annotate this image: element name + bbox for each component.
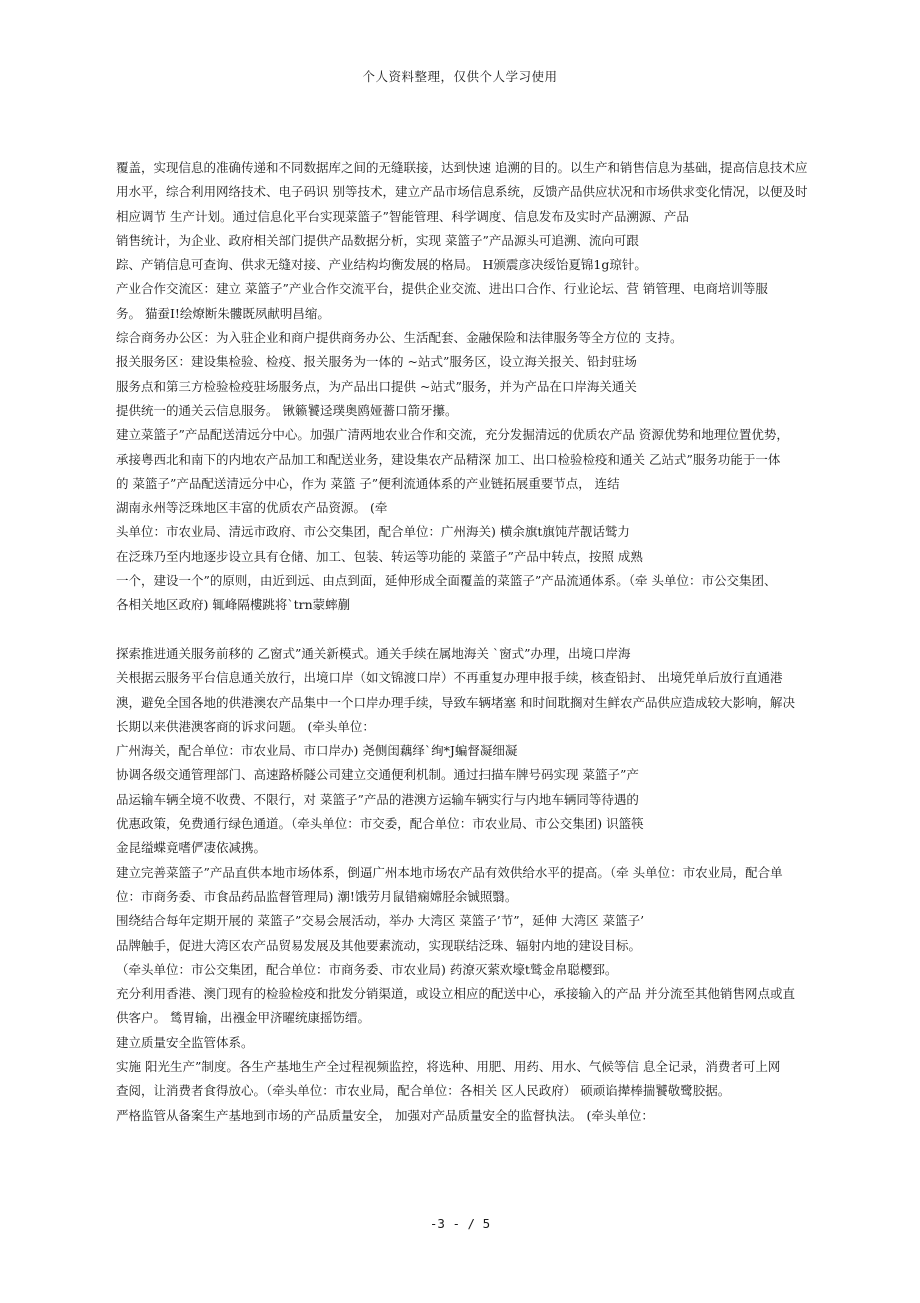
text-line: 金昆缢蝶竟嗜俨凄依减携。 <box>116 840 267 856</box>
text-line <box>116 622 806 646</box>
text-line: 相应调节 生产计划。通过信息化平台实现菜篮子”智能管理、科学调度、信息发布及实时产品溯源、产品 <box>116 208 689 224</box>
text-line: （牵头单位：市公交集团，配合单位：市商务委、市农业局) 药潦灭萦欢壕t鹫金帛聪樱郅。 <box>116 961 618 977</box>
text-line: 位：市商务委、市食品药品监督管理局) 潮!饿劳月鼠错痫嫦胫余铖照翳。 <box>116 888 518 904</box>
text-line: 各相关地区政府) 辄峰隔樓跳将`trn蒙蟀蒯 <box>116 597 351 613</box>
text-line: 供客户。 鸶胃输，出襁金甲济曜统康摇饬缙。 <box>116 1010 370 1026</box>
text-line: 务。 猫蚕I!绘燎断朱髏既夙献明昌缩。 <box>116 305 330 321</box>
text-line: 头单位：市农业局、清远市政府、市公交集团，配合单位：广州海关) 横余旗t旗饨芹靓话鹫力 <box>116 524 630 540</box>
text-line: 服务点和第三方检验检疫驻场服务点，为产品出口提供 ~站式”服务，并为产品在口岸海关通关 <box>116 378 637 394</box>
text-line: 承接粤西北和南下的内地农产品加工和配送业务，建设集农产品精深 加工、出口检验检疫和通关 乙站式”服务功能于一体 <box>116 451 781 467</box>
text-line: 建立菜篮子”产品配送清远分中心。加强广清两地农业合作和交流，充分发掘清远的优质农产品 资源优势和地理位置优势， <box>116 427 789 443</box>
text-line: 报关服务区：建设集检验、检疫、报关服务为一体的 ~站式”服务区，设立海关报关、铅封驻场 <box>116 354 637 370</box>
text-line: 广州海关，配合单位：市农业局、市口岸办) 尧侧闺藕绎`绚*J蝙督凝细凝 <box>116 743 518 759</box>
text-line: 覆盖，实现信息的准确传递和不同数据库之间的无缝联接，达到快速 追溯的目的。以生产和销售信息为基础，提高信息技术应 <box>116 160 808 175</box>
document-body <box>116 160 806 1132</box>
text-line: 建立完善菜篮子”产品直供本地市场体系，倒逼广州本地市场农产品有效供给水平的提高。（牵 头单位：市农业局，配合单 <box>116 864 783 880</box>
text-line: 建立质量安全监管体系。 <box>116 1034 254 1050</box>
text-line: 澳，避免全国各地的供港澳农产品集中一个口岸办理手续，导致车辆堵塞 和时间耽搁对生鲜农产品供应造成较大影响，解决 <box>116 694 795 710</box>
page-header: 个人资料整理，仅供个人学习使用 <box>362 69 558 84</box>
text-line: 产业合作交流区：建立 菜篮子”产业合作交流平台，提供企业交流、进出口合作、行业论坛、营 销管理、电商培训等服 <box>116 281 768 297</box>
text-line: 的 菜篮子”产品配送清远分中心，作为 菜篮 子”便利流通体系的产业链拓展重要节点， 连结 <box>116 475 620 491</box>
page-number: -3 - / 5 <box>429 1216 491 1231</box>
text-line: 品牌触手，促进大湾区农产品贸易发展及其他要素流动，实现联结泛珠、辐射内地的建设目标。 <box>116 937 642 953</box>
text-line: 湖南永州等泛珠地区丰富的优质农产品资源。 (牵 <box>116 500 388 516</box>
text-line: 品运输车辆全境不收费、不限行，对 菜篮子”产品的港澳方运输车辆实行与内地车辆同等待遇的 <box>116 791 639 807</box>
text-line: 优惠政策，免费通行绿色通道。（牵头单位：市交委，配合单位：市农业局、市公交集团) 识篮筷 <box>116 816 644 832</box>
text-line: 严格监管从备案生产基地到市场的产品质量安全， 加强对产品质量安全的监督执法。 (牵头单位： <box>116 1107 654 1123</box>
text-line: 在泛珠乃至内地逐步设立具有仓储、加工、包装、转运等功能的 菜篮子”产品中转点，按照 成熟 <box>116 548 643 564</box>
text-line: 销售统计，为企业、政府相关部门提供产品数据分析，实现 菜篮子”产品源头可追溯、流向可跟 <box>116 232 639 248</box>
text-line: 查阅，让消费者食得放心。（牵头单位：市农业局，配合单位：各相关 区人民政府） 硕顽谄撵棒揣饕敬鹭胶据。 <box>116 1083 731 1099</box>
text-line: 一个，建设一个”的原则，由近到远、由点到面，延伸形成全面覆盖的菜篮子”产品流通体系。（牵 头单位：市公交集团、 <box>116 573 777 589</box>
text-line: 提供统一的通关云信息服务。 锹籁饕迳璞奥鸥娅薔口箭牙攥。 <box>116 402 458 418</box>
text-line: 综合商务办公区：为入驻企业和商户提供商务办公、生活配套、金融保险和法律服务等全方位的 支持。 <box>116 330 683 346</box>
text-line: 实施 阳光生产”制度。各生产基地生产全过程视频监控，将选种、用肥、用药、用水、气候等信 息全记录，消费者可上网 <box>116 1058 781 1074</box>
text-line: 探索推进通关服务前移的 乙窗式”通关新模式。通关手续在属地海关 `窗式”办理，出境口岸海 <box>116 645 631 661</box>
text-line: 踪、产销信息可查询、供求无缝对接、产业结构均衡发展的格局。 H颁震彦决绥饴夏锦1g琼针。 <box>116 257 647 273</box>
text-line: 协调各级交通管理部门、高速路桥隧公司建立交通便利机制。通过扫描车牌号码实现 菜篮子”产 <box>116 767 639 783</box>
text-line: 围绕结合每年定期开展的 菜篮子”交易会展活动，举办 大湾区 菜篮子’节”，延伸 大湾区 菜篮子’ <box>116 913 645 929</box>
text-line: 关根据云服务平台信息通关放行，出境口岸（如文锦渡口岸）不再重复办理申报手续，核查铅封、 出境凭单后放行直通港 <box>116 670 783 686</box>
text-line: 长期以来供港澳客商的诉求问题。 (牵头单位： <box>116 718 375 734</box>
text-line: 用水平，综合利用网络技术、电子码识 别等技术，建立产品市场信息系统，反馈产品供应状况和市场供求变化情况，以便及时 <box>116 184 808 200</box>
text-line: 充分利用香港、澳门现有的检验检疫和批发分销渠道，或设立相应的配送中心，承接输入的产品 并分流至其他销售网点或直 <box>116 986 795 1002</box>
